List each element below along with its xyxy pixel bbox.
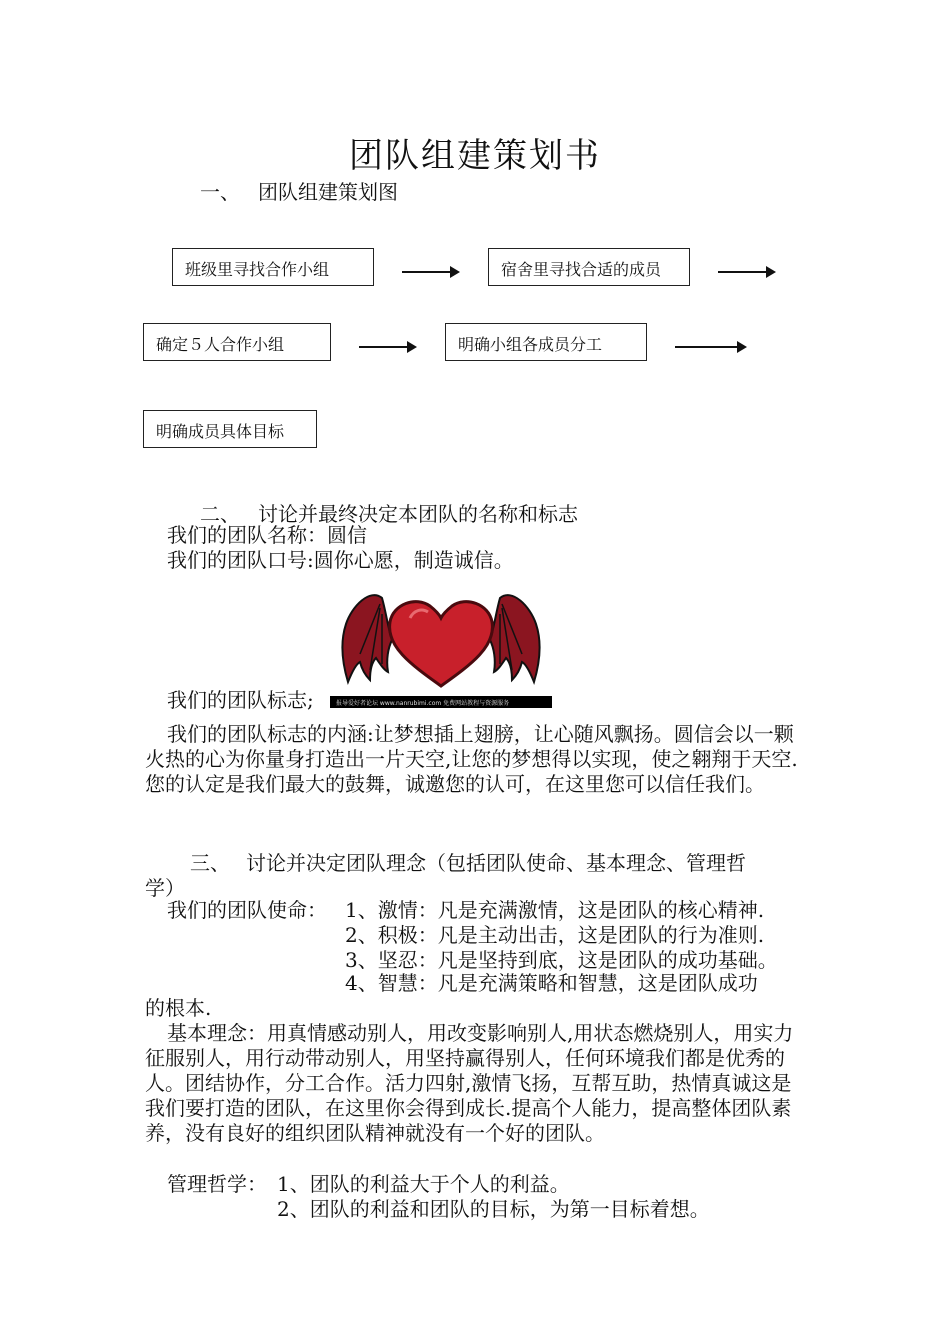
mission-item-1: 1、激情：凡是充满激情，这是团队的核心精神. [345, 898, 765, 922]
philosophy-item-2: 2、团队的利益和团队的目标，为第一目标着想。 [277, 1197, 710, 1221]
philosophy-label: 管理哲学： [167, 1172, 267, 1196]
mission-item-2: 2、积极：凡是主动出击，这是团队的行为准则. [345, 923, 765, 947]
mission-item-4: 4、智慧：凡是充满策略和智慧，这是团队成功 [345, 971, 758, 995]
basic-concept-paragraph: 基本理念：用真情感动别人，用改变影响别人,用状态燃烧别人，用实力征服别人，用行动带动别人，用坚持赢得别人，任何环境我们都是优秀的人。团结协作，分工合作。活力四射,激情飞扬，互帮互助，热情真诚这是我们要打造的团队，在这里你会得到成长.提高个人能力，提高整体团队素养，没有良好的组织团队精神就没有一个好的团队。 [145, 1021, 794, 1145]
section2-number: 二、 [200, 502, 240, 526]
mission-item-4-cont: 的根本. [145, 996, 212, 1020]
mission-label: 我们的团队使命： [167, 898, 327, 922]
flow-arrow-3 [359, 346, 415, 348]
flow-arrow-4 [675, 346, 745, 348]
flow-arrow-1 [402, 271, 458, 273]
team-logo [330, 584, 552, 708]
section1-number: 一、 [200, 180, 240, 204]
flow-step-4: 明确小组各成员分工 [445, 323, 647, 361]
logo-watermark-strip: 报导爱好者论坛 www.nanrubimi.com 免费网站教程与资源服务 [330, 696, 552, 708]
section3-heading: 讨论并决定团队理念（包括团队使命、基本理念、管理哲 [246, 851, 746, 875]
flow-step-5: 明确成员具体目标 [143, 410, 317, 448]
section1-heading: 团队组建策划图 [258, 180, 398, 204]
team-logo-label: 我们的团队标志; [167, 688, 314, 712]
team-name-line: 我们的团队名称：圆信 [167, 523, 367, 547]
team-slogan-line: 我们的团队口号:圆你心愿，制造诚信。 [167, 548, 514, 572]
philosophy-item-1: 1、团队的利益大于个人的利益。 [277, 1172, 570, 1196]
flow-step-3: 确定５人合作小组 [143, 323, 331, 361]
section3-heading-cont: 学） [145, 876, 185, 900]
flow-step-1: 班级里寻找合作小组 [172, 248, 374, 286]
mission-item-3: 3、坚忍：凡是坚持到底，这是团队的成功基础。 [345, 948, 778, 972]
winged-heart-icon [330, 584, 552, 696]
document-title: 团队组建策划书 [349, 136, 601, 176]
logo-meaning-paragraph: 我们的团队标志的内涵:让梦想插上翅膀，让心随风飘扬。圆信会以一颗火热的心为你量身打造出一片天空,让您的梦想得以实现，使之翱翔于天空.您的认定是我们最大的鼓舞，诚邀您的认可，在这里您可以信任我们。 [145, 722, 798, 796]
flow-step-2: 宿舍里寻找合适的成员 [488, 248, 690, 286]
section3-number: 三、 [190, 851, 230, 875]
section2-heading: 讨论并最终决定本团队的名称和标志 [258, 502, 578, 526]
flow-arrow-2 [718, 271, 774, 273]
